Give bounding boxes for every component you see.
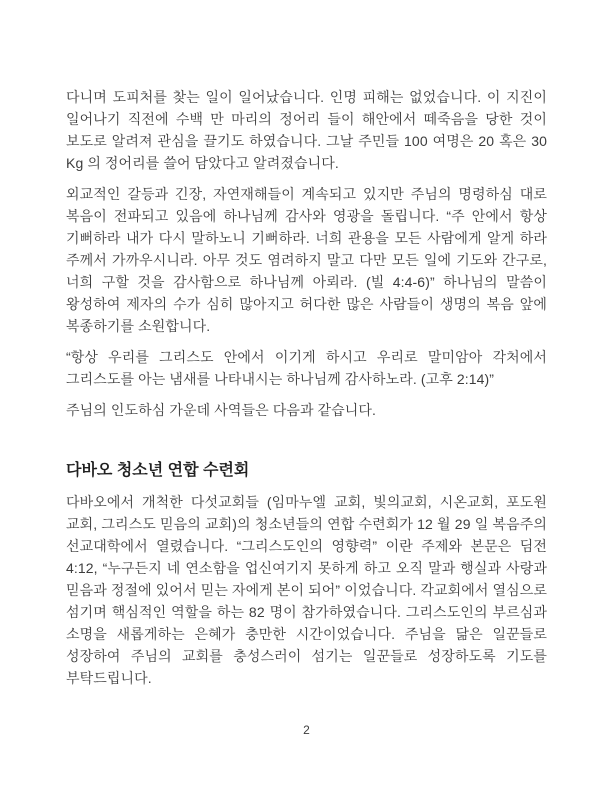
intro-paragraph-1: 다니며 도피처를 찾는 일이 일어났습니다. 인명 피해는 없었습니다. 이 지진이 일어나기 직전에 수백 만 마리의 정어리 들이 해안에서 떼죽음을 당한 것이 보도로 알려져 관심을 끌기도 하였습니다. 그날 주민들 100 여명은 20 혹은 30 Kg 의 정어리를 쓸어 담았다고 알려졌습니다. [66,89,547,171]
section-heading: 다바오 청소년 연합 수련회 [66,462,250,479]
section-paragraph: 다바오에서 개척한 다섯교회들 (임마누엘 교회, 빛의교회, 시온교회, 포도원 교회, 그리스도 믿음의 교회)의 청소년들의 연합 수련회가 12 월 29 일 복음주의 선교대학에서 열렸습니다. “그리스도인의 영향력” 이란 주제와 본문은 딤전 4:12, “누구든지 네 연소함을 업신여기지 못하게 하고 오직 말과 행실과 사랑과 믿음과 정절에 있어서 믿는 자에게 본이 되어” 이었습니다. 각교회에서 열심으로 섬기며 핵심적인 역할을 하는 82 명이 참가하였습니다. 그리스도인의 부르심과 소명을 새롭게하는 은혜가 충만한 시간이었습니다. 주님을 닮은 일꾼들로 성장하여 주님의 교회를 충성스러이 섬기는 일꾼들로 성장하도록 기도를 부탁드립니다. [66,494,547,686]
intro-paragraph-3-quote: “항상 우리를 그리스도 안에서 이기게 하시고 우리로 말미암아 각처에서 그리스도를 아는 냄새를 나타내시는 하나님께 감사하노라. (고후 2:14)” [66,349,547,387]
intro-paragraph-2: 외교적인 갈등과 긴장, 자연재해들이 계속되고 있지만 주님의 명령하심 대로 복음이 전파되고 있음에 하나님께 감사와 영광을 돌립니다. “주 안에서 항상 기뻐하라 내가 다시 말하노니 기뻐하라. 너희 관용을 모든 사람에게 알게 하라 주께서 가까우시니라. 아무 것도 염려하지 말고 다만 모든 일에 기도와 간구로, 너희 구할 것을 감사함으로 하나님께 아뢰라. (빌 4:4-6)” 하나님의 말씀이 왕성하여 제자의 수가 심히 많아지고 허다한 많은 사람들이 생명의 복음 앞에 복종하기를 소원합니다. [66,186,547,334]
intro-paragraph-4: 주님의 인도하심 가운데 사역들은 다음과 같습니다. [66,402,377,418]
document-content [66,86,547,698]
page-number: 2 [303,723,310,737]
